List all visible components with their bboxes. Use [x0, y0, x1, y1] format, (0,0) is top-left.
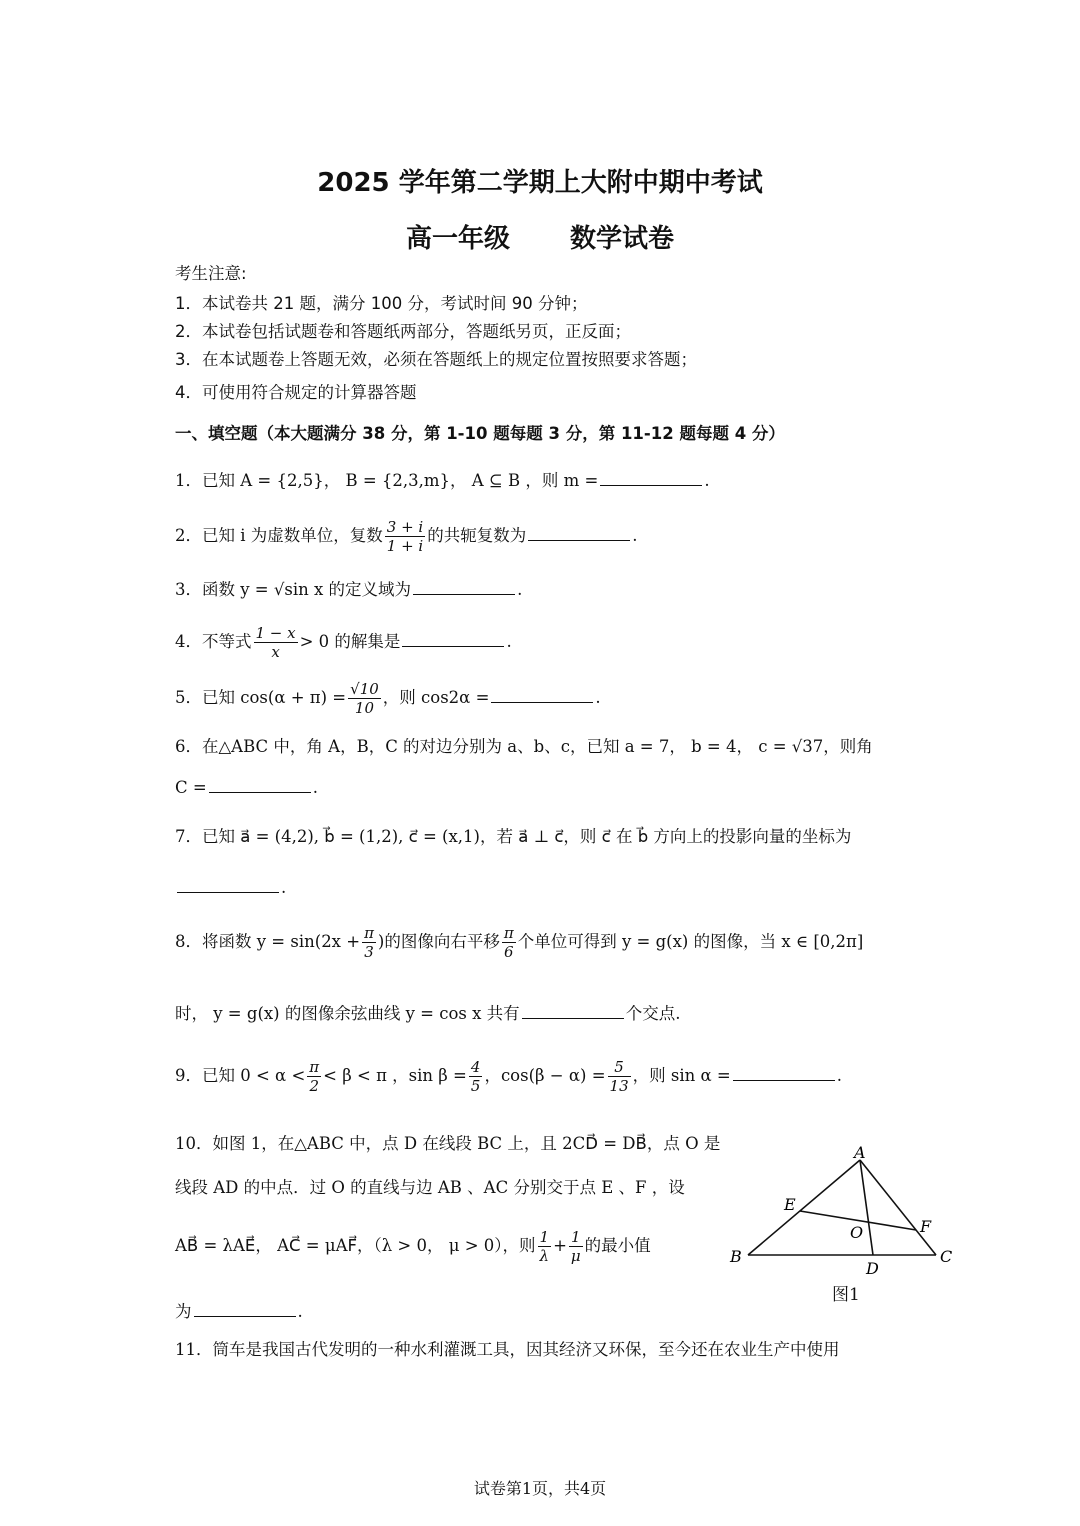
- label-o: O: [850, 1223, 864, 1242]
- question-7: 7．已知 a⃗ = (4,2), b⃗ = (1,2), c⃗ = (x,1)，若 a⃗ ⊥ c⃗，则 c⃗ 在 b⃗ 方向上的投影向量的坐标为: [175, 827, 852, 846]
- question-10-cont: 为 .: [175, 1302, 303, 1321]
- answer-blank: [491, 701, 593, 703]
- question-10-cont: AB⃗ = λAE⃗， AC⃗ = μAF⃗，（λ > 0， μ > 0），则 $\frac{1}{\lambda}$ + $\frac{1}{\mu}$ 的最小值: [175, 1228, 651, 1265]
- section-heading: 一、填空题（本大题满分 38 分，第 1-10 题每题 3 分，第 11-12 题每题 4 分）: [175, 424, 785, 443]
- question-3: 3．函数 y = √sin x 的定义域为 .: [175, 580, 523, 599]
- grade-label: 高一年级: [405, 224, 510, 254]
- answer-blank: [402, 645, 504, 647]
- exam-title: 2025 学年第二学期上大附中期中考试: [317, 168, 763, 198]
- exam-subtitle: [0, 218, 1080, 255]
- question-7-cont: .: [175, 880, 286, 897]
- answer-blank: [413, 593, 515, 595]
- answer-blank: [733, 1079, 835, 1081]
- question-8: 8．将函数 y = sin(2x + $\frac{\pi}{3}$ )的图像向右平移 $\frac{\pi}{6}$ 个单位可得到 y = g(x) 的图像，当 x ∈ [0,2π]: [175, 924, 864, 961]
- question-9: 9．已知 0 < α < $\frac{\pi}{2}$ < β < π ，sin β = $\frac{4}{5}$ ，cos(β − α) = $\frac{5}{13}$ ，则 sin α = .: [175, 1058, 842, 1095]
- label-d: D: [866, 1259, 879, 1278]
- answer-blank: [528, 539, 630, 541]
- question-8-cont: 时， y = g(x) 的图像余弦曲线 y = cos x 共有 个交点.: [175, 1004, 681, 1023]
- label-c: C: [940, 1247, 953, 1266]
- question-11: 11．筒车是我国古代发明的一种水利灌溉工具，因其经济又环保，至今还在农业生产中使用: [175, 1340, 840, 1359]
- label-e: E: [784, 1195, 796, 1214]
- question-2: 2．已知 i 为虚数单位，复数 $\frac{3 + i}{1 + i}$ 的共轭复数为 .: [175, 518, 638, 555]
- question-5: 5．已知 cos(α + π) = $\frac{√10}{10}$ ，则 cos2α = .: [175, 680, 601, 717]
- question-1: 1．已知 A = {2,5}， B = {2,3,m}， A ⊆ B ，则 m = .: [175, 471, 710, 490]
- subject-label: 数学试卷: [570, 224, 675, 254]
- notice-item: 4．可使用符合规定的计算器答题: [175, 383, 417, 402]
- question-10: 10．如图 1，在△ABC 中，点 D 在线段 BC 上，且 2CD⃗ = DB⃗，点 O 是: [175, 1134, 721, 1153]
- question-6: 6．在△ABC 中，角 A，B，C 的对边分别为 a、b、c，已知 a = 7， b = 4， c = √37，则角: [175, 737, 873, 756]
- notice-item: 1．本试卷共 21 题，满分 100 分，考试时间 90 分钟；: [175, 294, 588, 313]
- triangle-figure: [722, 1142, 962, 1282]
- label-a: A: [854, 1143, 866, 1162]
- question-10-cont: 线段 AD 的中点．过 O 的直线与边 AB 、AC 分别交于点 E 、F ，设: [175, 1178, 685, 1197]
- label-f: F: [920, 1217, 932, 1236]
- answer-blank: [194, 1315, 296, 1317]
- question-6-cont: C = .: [175, 778, 318, 797]
- question-4: 4．不等式 $\frac{1 - x}{x}$ > 0 的解集是 .: [175, 624, 512, 661]
- answer-blank: [209, 791, 311, 793]
- answer-blank: [177, 891, 279, 893]
- notice-item: 2．本试卷包括试题卷和答题纸两部分，答题纸另页，正反面；: [175, 322, 631, 341]
- answer-blank: [600, 484, 702, 486]
- answer-blank: [522, 1017, 624, 1019]
- figure-caption: 图1: [832, 1285, 860, 1305]
- label-b: B: [730, 1247, 742, 1266]
- page-footer: 试卷第1页，共4页: [473, 1479, 607, 1498]
- segment-ab: [748, 1160, 860, 1255]
- notice-heading: 考生注意:: [175, 264, 247, 283]
- notice-item: 3．在本试题卷上答题无效，必须在答题纸上的规定位置按照要求答题；: [175, 350, 697, 369]
